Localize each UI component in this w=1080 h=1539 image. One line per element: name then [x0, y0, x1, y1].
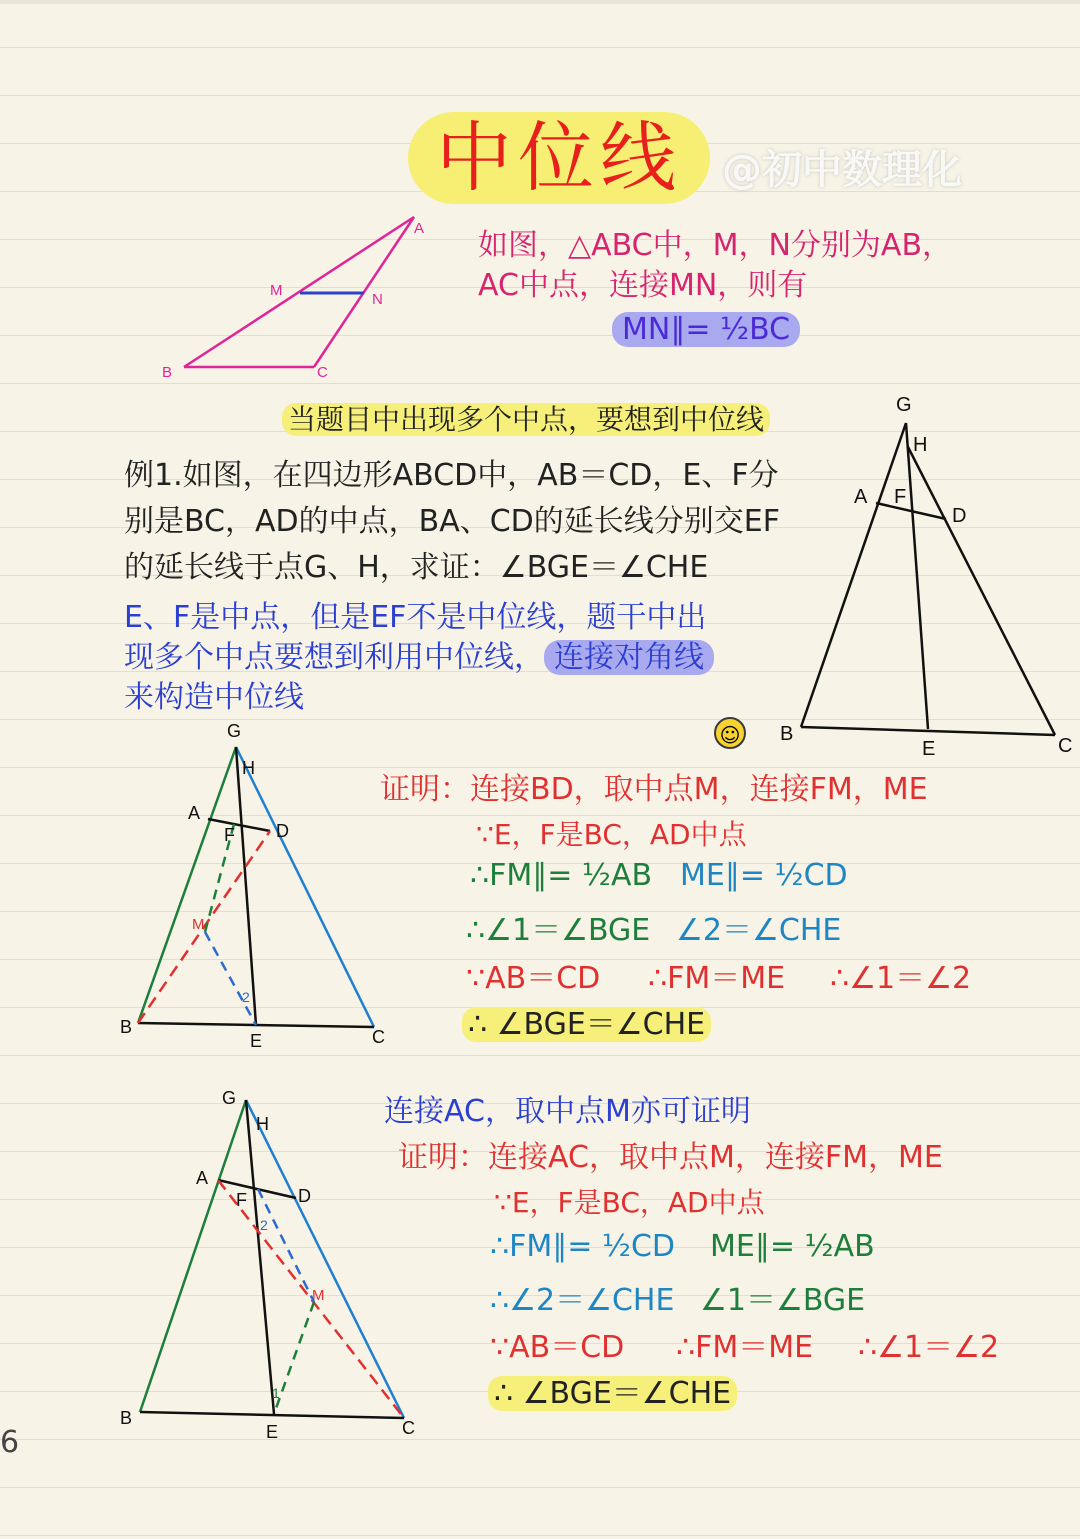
segment-ch	[908, 447, 1055, 735]
segment-me	[274, 1302, 314, 1414]
segment-ge	[906, 423, 928, 729]
label-a: A	[854, 486, 868, 508]
segment-gb	[140, 1100, 246, 1412]
label-c: C	[317, 364, 328, 381]
analysis-line-3: 来构造中位线	[124, 680, 304, 715]
label-d: D	[276, 821, 289, 841]
analysis-highlight: 连接对角线	[544, 640, 714, 675]
label-f: F	[236, 1190, 247, 1210]
label-c: C	[372, 1027, 385, 1047]
tip-text: 当题目中出现多个中点，要想到中位线	[282, 403, 770, 436]
label-a: A	[196, 1168, 209, 1188]
label-d: D	[952, 505, 967, 527]
midline-formula-wrap	[612, 312, 800, 347]
label-b: B	[780, 723, 794, 745]
proof2-line-5-a: ∵AB＝CD	[490, 1330, 625, 1365]
diagonal-ac	[218, 1180, 404, 1418]
segment-me	[205, 932, 256, 1025]
label-b: B	[162, 364, 173, 381]
proof1-conclusion-wrap	[462, 999, 711, 1043]
label-e: E	[922, 738, 936, 760]
analysis-line-2-a: 现多个中点要想到利用中位线，	[124, 640, 544, 675]
example-line-3: 的延长线于点G、H，求证：∠BGE＝∠CHE	[124, 550, 709, 585]
proof1-line-2: ∵E，F是BC，AD中点	[476, 818, 747, 851]
midline-formula: MN∥= ½BC	[612, 312, 800, 347]
proof1-line-1: 证明：连接BD，取中点M，连接FM，ME	[380, 772, 928, 807]
label-f: F	[224, 825, 235, 845]
segment-ge	[236, 747, 256, 1025]
label-m: M	[192, 916, 205, 933]
page-side-mark: 6	[0, 1425, 20, 1460]
thinking-emoji-icon: ☺	[714, 717, 746, 749]
proof1-line-3-a: ∴FM∥= ½AB	[470, 858, 653, 893]
proof2-conclusion-wrap	[488, 1368, 737, 1412]
intro-line-2: AC中点，连接MN，则有	[478, 268, 808, 303]
proof1-line-5-a: ∵AB＝CD	[466, 961, 601, 996]
label-a: A	[188, 803, 201, 823]
label-e: E	[250, 1031, 263, 1051]
label-b: B	[120, 1017, 133, 1037]
proof2-conclusion: ∴ ∠BGE＝∠CHE	[488, 1376, 737, 1411]
page-title: 中位线	[408, 112, 710, 204]
label-angle-2: 2	[260, 1217, 268, 1233]
label-d: D	[298, 1186, 311, 1206]
label-h: H	[242, 758, 255, 778]
proof2-line-5-b: ∴FM＝ME	[676, 1330, 814, 1365]
proof2-line-2: ∵E，F是BC，AD中点	[494, 1186, 765, 1219]
label-m: M	[270, 282, 283, 299]
proof2-line-3-a: ∴FM∥= ½CD	[490, 1229, 676, 1264]
figure-proof-1	[110, 715, 400, 1055]
figure-example-quadrilateral	[770, 385, 1075, 760]
proof2-line-5-c: ∴∠1＝∠2	[858, 1330, 1000, 1365]
segment-gc	[236, 747, 374, 1027]
label-c: C	[1058, 735, 1073, 757]
example-line-2: 别是BC，AD的中点，BA、CD的延长线分别交EF	[124, 504, 780, 539]
segment-gb	[138, 747, 236, 1023]
figure-proof-2	[110, 1080, 430, 1450]
tip-wrap	[282, 398, 770, 438]
label-b: B	[120, 1408, 133, 1428]
label-a: A	[414, 220, 425, 237]
label-n: N	[372, 291, 383, 308]
segment-gb	[801, 423, 906, 727]
proof2-line-1: 证明：连接AC，取中点M，连接FM，ME	[398, 1140, 943, 1175]
proof1-conclusion: ∴ ∠BGE＝∠CHE	[462, 1007, 711, 1042]
proof1-line-3-b: ME∥= ½CD	[680, 858, 848, 893]
label-f: F	[894, 486, 907, 508]
label-e: E	[266, 1422, 279, 1442]
proof1-line-4-a: ∴∠1＝∠BGE	[466, 913, 651, 948]
example-line-1: 例1.如图，在四边形ABCD中，AB＝CD，E、F分	[124, 458, 779, 493]
figure-triangle-abc	[150, 205, 450, 385]
intro-line-1: 如图，△ABC中，M，N分别为AB，	[478, 228, 953, 263]
label-h: H	[256, 1114, 269, 1134]
label-g: G	[227, 721, 242, 741]
segment-ad	[208, 819, 270, 831]
label-g: G	[222, 1088, 237, 1108]
proof2-line-4-b: ∠1＝∠BGE	[700, 1283, 866, 1318]
proof1-line-5-c: ∴∠1＝∠2	[830, 961, 972, 996]
label-c: C	[402, 1418, 415, 1438]
label-g: G	[896, 394, 912, 416]
label-angle-1: 1	[272, 1385, 280, 1401]
method2-heading: 连接AC，取中点M亦可证明	[384, 1094, 751, 1129]
page-top-edge	[0, 0, 1080, 4]
proof1-line-4-b: ∠2＝∠CHE	[676, 913, 842, 948]
label-m: M	[312, 1287, 325, 1304]
proof1-line-5-b: ∴FM＝ME	[648, 961, 786, 996]
proof2-line-3-b: ME∥= ½AB	[710, 1229, 875, 1264]
proof2-line-4-a: ∴∠2＝∠CHE	[490, 1283, 675, 1318]
segment-bc	[140, 1412, 404, 1418]
label-angle-2: 2	[242, 989, 250, 1005]
label-h: H	[913, 434, 928, 456]
analysis-line-1: E、F是中点，但是EF不是中位线，题干中出	[124, 600, 707, 635]
watermark: @初中数理化	[722, 147, 962, 193]
analysis-line-2	[124, 632, 714, 676]
